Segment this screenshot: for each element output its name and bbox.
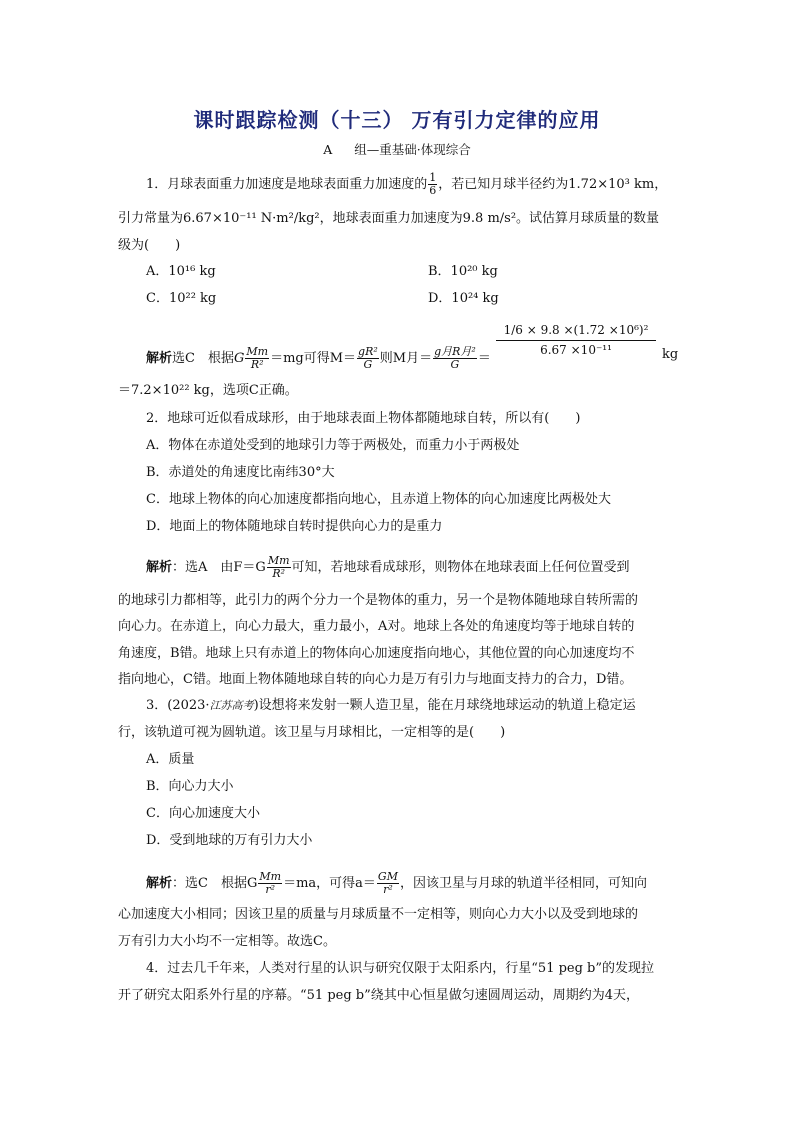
page-title: 课时跟踪检测（十三） 万有引力定律的应用 [193,108,601,132]
analysis-label: 解析 [146,560,173,575]
q2-analysis-line-5: 指向地心，C错。地面上物体随地球自转的向心力是万有引力与地面支持力的合力，D错。 [118,672,633,687]
q4-line-1: 4．过去几千年来，人类对行星的认识与研究仅限于太阳系内，行星“51 peg b”的发现拉 [146,961,655,976]
q1-analysis-line-2: ＝7.2×10²² kg，选项C正确。 [118,383,298,398]
q1-fraction-moon: $\frac{\text{g月R月²}}{G}$ [434,345,476,371]
q1-option-c: C．10²² kg [146,291,217,306]
q2-analysis-line-3: 向心力。在赤道上，向心力最大，重力最小，A对。地球上各处的角速度均等于地球自转的 [118,619,635,634]
q3-analysis-line-3: 万有引力大小均不一定相等。故选C。 [118,934,336,949]
analysis-label: 解析 [146,351,173,366]
q2-option-d: D．地面上的物体随地球自转时提供向心力的是重力 [146,519,443,534]
q3-fraction-gm: $\frac{GM}{\text{r²}}$ [377,870,398,896]
q2-option-a: A．物体在赤道处受到的地球引力等于两极处，而重力小于两极处 [146,438,520,453]
q2-option-b: B．赤道处的角速度比南纬30°大 [146,465,335,480]
q3-option-d: D．受到地球的万有引力大小 [146,833,313,848]
q1-mass-unit: kg [662,347,679,362]
q1-text: 1．月球表面重力加速度是地球表面重力加速度的 [146,177,428,192]
q3-fraction-mm: $\frac{Mm}{\text{r²}}$ [259,870,282,896]
q3-analysis-line-2: 心加速度大小相同；因该卫星的质量与月球质量不一定相等，则向心力大小以及受到地球的 [118,907,639,922]
section-subtitle [0,140,794,158]
q2-option-c: C．地球上物体的向心加速度都指向地心，且赤道上物体的向心加速度比两极处大 [146,492,611,507]
analysis-label: 解析 [146,876,173,891]
q2-line-1: 2．地球可近似看成球形，由于地球表面上物体都随地球自转，所以有( ) [146,411,581,426]
q1-option-d: D．10²⁴ kg [428,291,499,306]
q1-mass-numerator: 1/6 × 9.8 ×(1.72 ×10⁶)² [496,322,656,341]
q4-line-2: 开了研究太阳系外行星的序幕。“51 peg b”绕其中心恒星做匀速圆周运动，周期约为4天， [118,988,640,1003]
q3-option-b: B．向心力大小 [146,779,234,794]
subtitle-group-letter: A [323,142,333,157]
q2-analysis-line-2: 的地球引力都相等，此引力的两个分力一个是物体的重力，另一个是物体随地球自转所需的 [118,593,639,608]
q1-fraction-mm: $\frac{Mm}{\text{R²}}$ [246,345,269,371]
q3-analysis-line-1: 解析：选C 根据G $\frac{Mm}{\text{r²}}$ ＝ma，可得a＝ $\frac{GM}{\text{r²}}$ ，因该卫星与月球的轨道半径相同，可知向 [146,870,647,896]
subtitle-group-text: 组—重基础·体现综合 [354,142,471,157]
q1-analysis-line-1: 解析选C 根据G $\frac{Mm}{\text{R²}}$ ＝mg可得M＝ $\frac{\text{gR²}}{G}$ 则M月＝ $\frac{\text{g月R月²}}{G}$ ＝ [146,345,491,371]
q1-option-b: B．10²⁰ kg [428,264,498,279]
q3-option-c: C．向心加速度大小 [146,806,260,821]
q1-fraction: $\frac{1}{6}$ [429,171,437,197]
q3-line-2: 行，该轨道可视为圆轨道。该卫星与月球相比，一定相等的是( ) [118,725,506,740]
q3-option-a: A．质量 [146,752,195,767]
q3-line-1: 3．(2023·江苏高考)设想将来发射一颗人造卫星，能在月球绕地球运动的轨道上稳定运 [146,698,636,713]
q1-mass-denominator: 6.67 ×10⁻¹¹ [540,343,612,357]
q2-analysis-line-4: 角速度，B错。地球上只有赤道上的物体向心加速度指向地心，其他位置的向心加速度均不 [118,646,635,661]
q1-text-2: ，若已知月球半径约为1.72×10³ km， [438,177,668,192]
q1-fraction-gr: $\frac{\text{gR²}}{G}$ [358,345,378,371]
q2-analysis-line-1: 解析：选A 由F＝G $\frac{Mm}{\text{R²}}$ 可知，若地球看成球形，则物体在地球表面上任何位置受到 [146,554,630,580]
q1-line-2: 引力常量为6.67×10⁻¹¹ N·m²/kg²，地球表面重力加速度为9.8 m/s²。试估算月球质量的数量 [118,211,660,226]
q1-line-1 [146,172,667,197]
q3-source: 江苏高考 [209,699,254,712]
q1-mass-fraction [496,322,656,359]
q1-option-a: A．10¹⁶ kg [146,264,216,279]
q2-fraction-mm: $\frac{Mm}{\text{R²}}$ [267,554,290,580]
q1-line-3: 级为( ) [118,238,181,253]
